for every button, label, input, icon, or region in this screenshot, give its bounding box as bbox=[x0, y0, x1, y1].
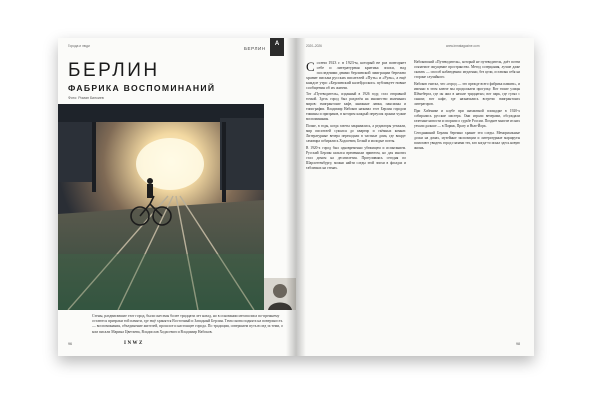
bookmark-letter: A bbox=[274, 41, 280, 47]
running-head: Города и люди bbox=[68, 44, 90, 48]
left-page bbox=[58, 38, 296, 356]
article-title: БЕРЛИН bbox=[68, 60, 160, 81]
right-page bbox=[296, 38, 534, 356]
bookmark-icon bbox=[270, 38, 284, 56]
lead-caption: Стены, раздвигавшие этот город, были снесены более тридцати лет назад, но в основании мегаполиса по-прежнему остаются призраки той памяти, где ещё хранятся Восточный и Западный Берлин. Тема снова поднята на поверхность — воспоминания, объединение жителей, прошлое и настоящее города. По традиции, совершаем путь вслед за теми, о ком писали Марина Цветаева, Владислав Ходасевич и Владимир Набоков. bbox=[92, 314, 284, 334]
paragraph: осени 1923 г. в 1923-м, который не раз повторяет себе и литературная критика эпохи, над последними днями берлинской эмиграции бережно хранит письма русских писателей «Путь» и «Руль», а ещё каждое утро «Берлинский калейдоскоп» публикует новые сообщения об их жизни. bbox=[306, 60, 406, 90]
paragraph: Сегодняшний Берлин бережно хранит эти следы. Мемориальные доски на домах, музейные экспозиции и литературные маршруты помогают увидеть город глазами тех, кто когда-то искал здесь новую жизнь. bbox=[414, 131, 520, 150]
paragraph: При Хабенике и клубе при шахматной площадке в 1920-х собирались русские мастера. Они играли вечерами, обсуждали газетные новости и спорили о судьбе России. Позднее многие из них уехали дальше — в Париж, Прагу и Нью-Йорк. bbox=[414, 109, 520, 128]
paragraph: Позже, в годы, когда газеты закрывались, а редакторы уезжали, мир писателей сужался до квартир и съёмных комнат. Литературные вечера переходили в частные дома, где вокруг самовара собирались Ходасевич, Белый и молодые поэты. bbox=[306, 124, 406, 143]
text-column-2 bbox=[414, 60, 520, 153]
drop-cap: С bbox=[306, 59, 315, 74]
page-number: 98 bbox=[516, 342, 520, 346]
magazine-logo: INWZ bbox=[124, 341, 144, 346]
text-column-1 bbox=[306, 60, 406, 173]
first-paragraph bbox=[306, 60, 406, 90]
tram-tracks-photo bbox=[58, 104, 264, 310]
paragraph: Набоков считал, что «город — это прежде всего фабрика памяти», и именно в этом ключе мы продолжаем прогулку. Вот тихие улицы Шёнеберга, где он жил в начале тридцатых; вот парк, где гулял с сыном; вот кафе, где назначались встречи эмигрантских литераторов. bbox=[414, 82, 520, 106]
spine-shadow bbox=[286, 38, 306, 356]
paragraph: Набоковский «Путеводитель», который не путеводитель, даёт почти осязаемое ощущение пространства. Метод созерцания, лучше даже сказать — способ наблюдения: медленно, без цели, оставляя себя на стороне случайного. bbox=[414, 60, 520, 79]
paragraph: Тот «Путеводитель», изданный в 1926 году, стал отправной точкой. Здесь город был разделён на множество маленьких миров: эмигрантские кафе, книжные лавки, пансионы и типографии. Владимир Набоков называл этот Берлин городом тишины и призраков, в котором каждый переулок хранил чужие воспоминания. bbox=[306, 92, 406, 121]
running-head-url: www.inmatagazine.com bbox=[446, 44, 480, 48]
photo-credit: Фото: Роман Бинкиев bbox=[68, 96, 104, 100]
paragraph: В 1920-х город был одновременно убежищем и испытанием. Русский Берлин казался временным приютом, но для многих стал домом на десятилетия. Прогуливаясь сегодня по Шарлоттенбургу, можно найти следы этой эпохи в фасадах и табличках на стенах. bbox=[306, 146, 406, 170]
magazine-spread bbox=[58, 38, 534, 356]
section-kicker: БЕРЛИН bbox=[244, 46, 266, 51]
article-subtitle: ФАБРИКА ВОСПОМИНАНИЙ bbox=[68, 83, 216, 93]
page-number: 96 bbox=[68, 342, 72, 346]
running-head-date: 2020–2026 bbox=[306, 44, 322, 48]
